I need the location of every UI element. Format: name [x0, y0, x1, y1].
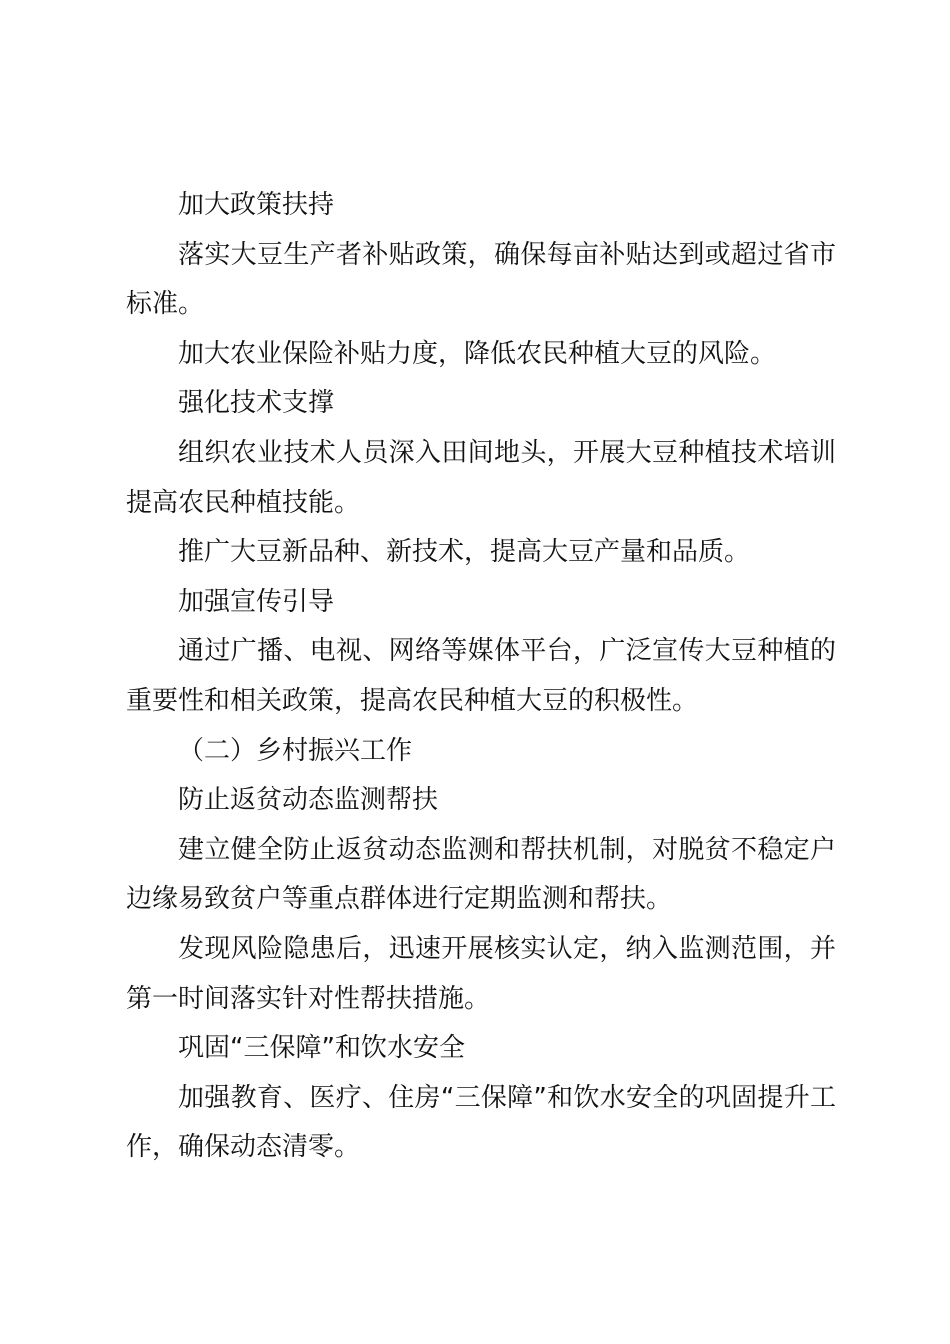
paragraph-three-guarantees-work: 加强教育、医疗、住房“三保障”和饮水安全的巩固提升工作，确保动态清零。	[126, 1082, 836, 1163]
paragraph-subsidy-policy: 落实大豆生产者补贴政策，确保每亩补贴达到或超过省市标准。	[126, 239, 836, 320]
paragraph-risk-response: 发现风险隐患后，迅速开展核实认定，纳入监测范围，并第一时间落实针对性帮扶措施。	[126, 933, 836, 1014]
section-heading-technical-support: 强化技术支撑	[178, 388, 335, 419]
paragraph-monitoring-mechanism: 建立健全防止返贫动态监测和帮扶机制，对脱贫不稳定户边缘易致贫户等重点群体进行定期监测和帮扶。	[126, 834, 836, 915]
section-heading-three-guarantees: 巩固“三保障”和饮水安全	[178, 1033, 465, 1064]
section-heading-poverty-monitoring: 防止返贫动态监测帮扶	[178, 785, 439, 816]
section-heading-rural-revitalization: （二）乡村振兴工作	[178, 735, 413, 766]
document-body	[126, 181, 836, 1173]
section-heading-policy-support: 加大政策扶持	[178, 190, 335, 220]
paragraph-technical-training: 组织农业技术人员深入田间地头，开展大豆种植技术培训提高农民种植技能。	[126, 437, 836, 518]
paragraph-media-publicity: 通过广播、电视、网络等媒体平台，广泛宣传大豆种植的重要性和相关政策，提高农民种植大豆的积极性。	[126, 636, 836, 716]
paragraph-insurance-subsidy: 加大农业保险补贴力度，降低农民种植大豆的风险。	[178, 338, 777, 369]
paragraph-new-varieties: 推广大豆新品种、新技术，提高大豆产量和品质。	[178, 537, 751, 568]
section-heading-publicity: 加强宣传引导	[178, 586, 335, 617]
